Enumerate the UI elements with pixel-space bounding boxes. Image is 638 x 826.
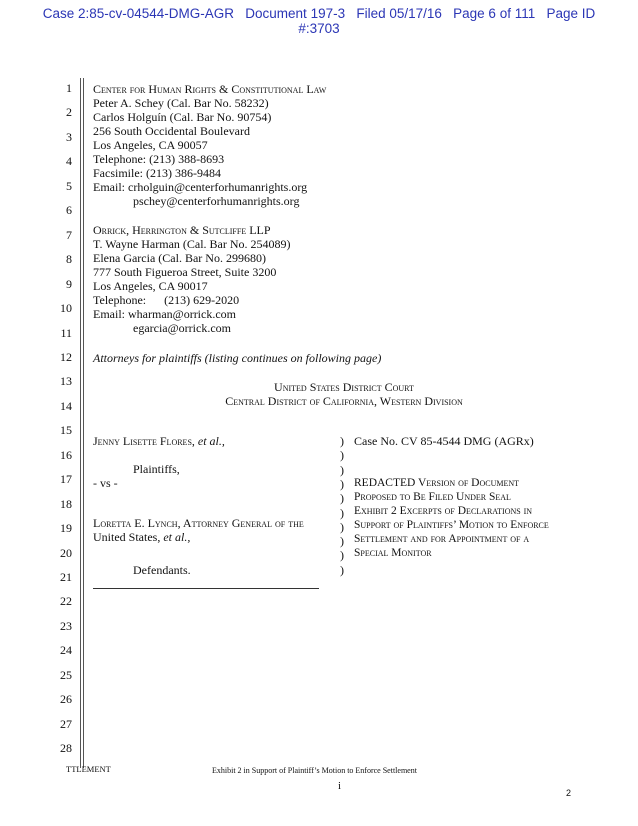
caption-underline bbox=[93, 588, 319, 589]
counsel1-line: 256 South Occidental Boulevard bbox=[93, 124, 250, 138]
caption-paren: ) bbox=[340, 491, 344, 506]
line-number: 4 bbox=[66, 154, 72, 169]
defendants-label: Defendants. bbox=[133, 563, 191, 577]
footer-page-roman: i bbox=[338, 780, 342, 792]
defendant-name: United States, bbox=[93, 530, 161, 544]
caption-paren: ) bbox=[340, 476, 344, 491]
footer-page-number: 2 bbox=[566, 788, 572, 798]
line-number: 11 bbox=[60, 325, 72, 340]
document-title-line: Settlement and for Appointment of a bbox=[354, 533, 530, 545]
plaintiff-name: Jenny Lisette Flores, bbox=[93, 434, 195, 448]
counsel1-email-line: Email: crholguin@centerforhumanrights.org bbox=[93, 180, 308, 194]
filing-header-line1: Case 2:85-cv-04544-DMG-AGR Document 197-3 Filed 05/17/16 Page 6 of 111 Page ID bbox=[42, 6, 596, 21]
counsel2-line: 777 South Figueroa Street, Suite 3200 bbox=[93, 265, 277, 279]
counsel1-line: Carlos Holguín (Cal. Bar No. 90754) bbox=[93, 110, 272, 124]
line-number: 18 bbox=[60, 496, 72, 511]
line-number: 23 bbox=[60, 618, 72, 633]
line-number: 17 bbox=[60, 472, 72, 487]
caption-paren: ) bbox=[340, 448, 344, 463]
plaintiff-et-al: et al., bbox=[197, 434, 225, 448]
line-number: 14 bbox=[60, 398, 72, 413]
counsel2-email-line: Email: wharman@orrick.com bbox=[93, 307, 237, 321]
plaintiff-caption bbox=[93, 434, 225, 448]
document-title-line: Exhibit 2 Excerpts of Declarations in bbox=[354, 505, 533, 517]
case-number: Case No. CV 85-4544 DMG (AGRx) bbox=[354, 434, 534, 448]
line-number: 13 bbox=[60, 374, 72, 389]
counsel1-line: Telephone: (213) 388-8693 bbox=[93, 152, 225, 166]
filing-header bbox=[0, 6, 638, 36]
margin-rule-left-inner bbox=[83, 78, 84, 768]
court-district: Central District of California, Western Division bbox=[225, 394, 463, 408]
line-number: 8 bbox=[66, 252, 72, 267]
caption-paren: ) bbox=[340, 434, 344, 448]
line-number: 5 bbox=[66, 178, 72, 193]
counsel1-line: Facsimile: (213) 386-9484 bbox=[93, 166, 221, 180]
line-number: 15 bbox=[60, 423, 72, 438]
plaintiffs-label: Plaintiffs, bbox=[133, 462, 180, 476]
line-number: 21 bbox=[60, 570, 72, 584]
line-number: 22 bbox=[60, 594, 72, 609]
counsel1-email-2: pschey@centerforhumanrights.org bbox=[133, 194, 300, 208]
counsel2-line: T. Wayne Harman (Cal. Bar No. 254089) bbox=[93, 237, 291, 251]
caption-paren: ) bbox=[340, 462, 344, 477]
line-number: 12 bbox=[60, 349, 72, 364]
line-number: 25 bbox=[60, 667, 72, 682]
line-number: 19 bbox=[60, 521, 72, 536]
counsel1-line: Peter A. Schey (Cal. Bar No. 58232) bbox=[93, 96, 269, 110]
counsel1-line: Los Angeles, CA 90057 bbox=[93, 138, 208, 152]
line-number: 3 bbox=[66, 129, 72, 144]
line-number: 16 bbox=[60, 447, 72, 462]
defendant-line-1: Loretta E. Lynch, Attorney General of the bbox=[93, 516, 304, 530]
line-number: 28 bbox=[60, 741, 72, 756]
line-number: 1 bbox=[66, 81, 72, 95]
line-number: 10 bbox=[60, 301, 72, 316]
versus-label: - vs - bbox=[93, 476, 118, 490]
counsel2-email-2: egarcia@orrick.com bbox=[133, 321, 231, 335]
line-number: 6 bbox=[66, 203, 72, 218]
footer-caption: Exhibit 2 in Support of Plaintiff’s Motion to Enforce Settlement bbox=[212, 766, 417, 775]
defendant-line-2 bbox=[93, 530, 190, 544]
line-number: 27 bbox=[60, 716, 72, 731]
line-number: 7 bbox=[66, 227, 72, 242]
defendant-et-al: et al., bbox=[163, 530, 191, 544]
caption-paren: ) bbox=[340, 519, 344, 534]
caption-paren: ) bbox=[340, 534, 344, 549]
line-number: 24 bbox=[60, 643, 72, 658]
caption-paren: ) bbox=[340, 562, 344, 577]
document-title-line: Special Monitor bbox=[354, 547, 432, 559]
line-number: 20 bbox=[60, 545, 72, 560]
margin-rule-left bbox=[80, 78, 81, 768]
counsel2-line: Telephone: (213) 629-2020 bbox=[93, 293, 240, 307]
footer-left-text: TTLEMENT bbox=[66, 764, 111, 774]
counsel2-line: Los Angeles, CA 90017 bbox=[93, 279, 208, 293]
caption-paren: ) bbox=[340, 548, 344, 563]
document-title-line: Support of Plaintiffs’ Motion to Enforce bbox=[354, 519, 549, 531]
line-number: 26 bbox=[60, 692, 72, 707]
caption-paren: ) bbox=[340, 505, 344, 520]
line-number: 2 bbox=[66, 105, 72, 120]
document-title-line: REDACTED Version of Document bbox=[354, 477, 520, 489]
document-title-line: Proposed to Be Filed Under Seal bbox=[354, 491, 511, 503]
line-number: 9 bbox=[66, 276, 72, 291]
court-name: United States District Court bbox=[274, 380, 414, 394]
counsel2-line: Elena Garcia (Cal. Bar No. 299680) bbox=[93, 251, 266, 265]
filing-header-line2: #:3703 bbox=[298, 21, 340, 36]
firm-name-2: Orrick, Herrington & Sutcliffe LLP bbox=[93, 223, 271, 237]
firm-name-1: Center for Human Rights & Constitutional Law bbox=[93, 82, 327, 96]
attorneys-note: Attorneys for plaintiffs (listing continues on following page) bbox=[93, 351, 382, 365]
